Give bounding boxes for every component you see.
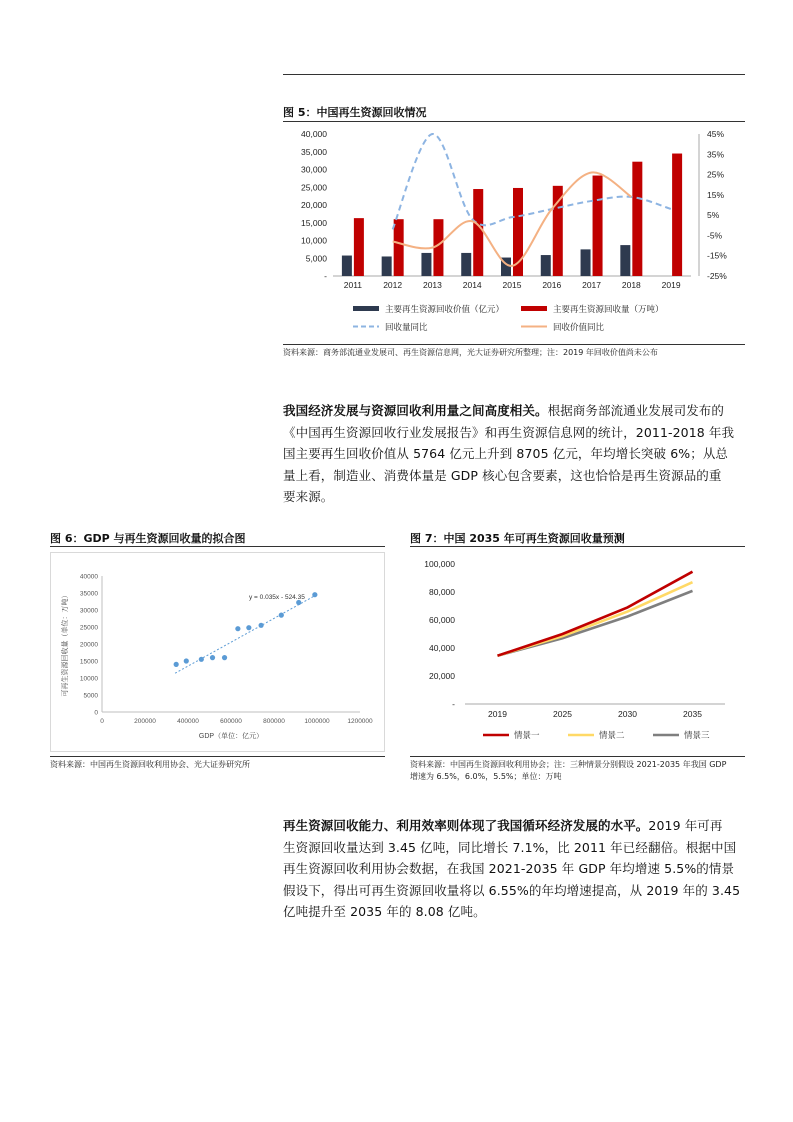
fig6-scatter-point xyxy=(210,655,215,660)
fig6-y-tick-label: 20000 xyxy=(79,641,98,649)
fig6-scatter-point xyxy=(184,658,189,663)
fig6-chart xyxy=(50,552,385,752)
fig6-y-tick-label: 0 xyxy=(94,709,98,717)
fig5-right-tick-label: 5% xyxy=(707,210,720,221)
fig5-x-tick-label: 2017 xyxy=(582,280,602,290)
fig5-left-tick-label: 20,000 xyxy=(301,200,327,210)
fig7-y-tick-label: - xyxy=(452,699,455,709)
fig6-y-tick-label: 30000 xyxy=(79,607,98,615)
fig6-scatter-point xyxy=(279,613,284,618)
fig7-x-tick-label: 2030 xyxy=(618,709,637,719)
fig5-bar-quantity xyxy=(354,218,364,276)
fig5-right-tick-label: 45% xyxy=(707,129,725,139)
fig6-y-tick-label: 35000 xyxy=(79,590,98,598)
fig6-scatter-point xyxy=(312,592,317,597)
fig7-legend-label: 情景二 xyxy=(599,730,625,740)
fig5-x-tick-label: 2014 xyxy=(462,280,482,290)
fig6-x-tick-label: 400000 xyxy=(177,718,199,725)
fig5-left-tick-label: 10,000 xyxy=(301,235,327,246)
fig7-chart xyxy=(410,552,745,750)
fig6-equation: y = 0.035x - 524.35 xyxy=(249,594,305,601)
fig6-source: 资料来源：中国再生资源回收利用协会、光大证券研究所 xyxy=(50,760,250,769)
fig6-source-rule xyxy=(50,756,385,757)
fig7-source-line: 资料来源：中国再生资源回收利用协会；注：三种情景分别假设 2021-2035 年我国 GDP xyxy=(410,760,727,769)
fig5-line-quantity-yoy xyxy=(393,134,671,229)
fig7-line-series xyxy=(498,572,693,656)
fig7-title: 图 7：中国 2035 年可再生资源回收量预测 xyxy=(410,532,625,545)
fig5-right-tick-label: -15% xyxy=(707,250,727,261)
fig7-source xyxy=(410,759,750,783)
fig5-left-tick-label: 30,000 xyxy=(301,164,327,175)
fig7-y-tick-label: 100,000 xyxy=(424,559,455,569)
fig6-scatter-point xyxy=(222,655,227,660)
fig7-x-tick-label: 2035 xyxy=(683,709,702,719)
fig7-x-tick-label: 2019 xyxy=(488,709,507,719)
fig6-y-axis-title: 可再生资源回收量（单位：万吨） xyxy=(62,591,69,697)
fig5-x-tick-label: 2012 xyxy=(383,280,403,290)
paragraph-line: 假设下，得出可再生资源回收量将以 6.55%的年均增速提高，从 2019 年的 3.45 xyxy=(283,882,741,898)
fig5-bar-value xyxy=(382,256,392,276)
fig5-title-rule xyxy=(283,121,745,122)
fig5-left-tick-label: 35,000 xyxy=(301,146,327,157)
fig5-right-tick-label: 25% xyxy=(707,169,725,180)
paragraph-line: 根据商务部流通业发展司发布的 xyxy=(547,403,725,418)
fig6-y-tick-label: 25000 xyxy=(79,624,98,632)
fig6-y-tick-label: 5000 xyxy=(83,692,98,700)
fig5-source-rule xyxy=(283,344,745,345)
fig5-x-tick-label: 2019 xyxy=(661,280,681,290)
fig5-legend-label: 主要再生资源回收量（万吨） xyxy=(553,304,664,314)
fig5-bar-quantity xyxy=(473,189,483,276)
paragraph-line: 再生资源回收利用协会数据，在我国 2021-2035 年 GDP 年均增速 5.5%的情景 xyxy=(283,861,735,876)
fig5-left-tick-label: 5,000 xyxy=(305,253,327,264)
fig5-x-tick-label: 2011 xyxy=(343,280,363,290)
fig7-y-tick-label: 40,000 xyxy=(429,643,455,653)
fig5-legend-label: 回收价值同比 xyxy=(553,322,605,332)
fig5-chart xyxy=(283,124,745,342)
fig6-scatter-point xyxy=(174,662,179,667)
paragraph-lead: 我国经济发展与资源回收利用量之间高度相关。 xyxy=(283,403,548,418)
fig5-bar-value xyxy=(342,256,352,276)
fig5-left-tick-label: 15,000 xyxy=(301,217,327,228)
paragraph-lead: 再生资源回收能力、利用效率则体现了我国循环经济发展的水平。 xyxy=(283,818,649,833)
paragraph-economy-recycling xyxy=(283,400,753,508)
fig6-x-tick-label: 0 xyxy=(100,718,104,725)
fig5-x-tick-label: 2013 xyxy=(422,280,442,290)
fig5-legend-swatch xyxy=(353,306,379,311)
fig7-source-line: 增速为 6.5%，6.0%，5.5%；单位：万吨 xyxy=(410,772,562,781)
fig5-right-tick-label: -25% xyxy=(707,271,727,281)
fig6-scatter-point xyxy=(246,625,251,630)
fig5-title: 图 5：中国再生资源回收情况 xyxy=(283,106,427,119)
fig6-y-tick-label: 10000 xyxy=(79,675,98,683)
fig6-scatter-point xyxy=(199,657,204,662)
fig5-bar-quantity xyxy=(593,176,603,276)
fig6-x-tick-label: 600000 xyxy=(220,718,242,725)
fig5-legend-swatch xyxy=(521,306,547,311)
fig6-title-rule xyxy=(50,546,385,547)
fig7-y-tick-label: 20,000 xyxy=(429,671,455,681)
fig5-x-tick-label: 2018 xyxy=(621,280,641,290)
fig5-x-tick-label: 2015 xyxy=(502,280,522,290)
paragraph-line: 国主要再生回收价值从 5764 亿元上升到 8705 亿元，年均增长突破 6%；从总 xyxy=(283,446,729,461)
fig5-x-tick-label: 2016 xyxy=(542,280,562,290)
fig7-title-rule xyxy=(410,546,745,547)
fig5-left-tick-label: 25,000 xyxy=(301,182,327,193)
fig6-title: 图 6：GDP 与再生资源回收量的拟合图 xyxy=(50,532,246,545)
fig5-bar-quantity xyxy=(632,162,642,276)
fig7-source-rule xyxy=(410,756,745,757)
header-rule xyxy=(283,74,745,75)
fig6-x-axis-title: GDP（单位：亿元） xyxy=(198,733,264,740)
fig6-scatter-point xyxy=(235,626,240,631)
fig5-bar-value xyxy=(461,253,471,276)
fig6-x-tick-label: 800000 xyxy=(263,718,285,725)
fig7-legend-label: 情景一 xyxy=(514,730,540,740)
fig5-bar-quantity xyxy=(672,154,682,276)
fig6-y-tick-label: 40000 xyxy=(79,573,98,581)
fig7-y-tick-label: 60,000 xyxy=(429,615,455,625)
fig5-source: 资料来源：商务部流通业发展司、再生资源信息网，光大证券研究所整理；注：2019 年回收价值尚未公布 xyxy=(283,348,658,357)
fig7-y-tick-label: 80,000 xyxy=(429,587,455,597)
paragraph-line: 要来源。 xyxy=(283,489,334,504)
fig5-left-tick-label: 40,000 xyxy=(301,129,327,139)
paragraph-line: 2019 年可再 xyxy=(648,818,723,833)
paragraph-line: 亿吨提升至 2035 年的 8.08 亿吨。 xyxy=(283,904,486,919)
fig6-scatter-point xyxy=(259,623,264,628)
fig5-legend-label: 回收量同比 xyxy=(385,322,428,332)
fig5-bar-value xyxy=(541,255,551,276)
paragraph-line: 生资源回收量达到 3.45 亿吨，同比增长 7.1%，比 2011 年已经翻倍。根据中国 xyxy=(283,839,737,855)
fig5-left-tick-label: - xyxy=(324,271,327,281)
fig6-y-tick-label: 15000 xyxy=(79,658,98,666)
fig5-bar-value xyxy=(581,249,591,276)
fig5-legend-label: 主要再生资源回收价值（亿元） xyxy=(385,304,505,314)
fig6-x-tick-label: 1000000 xyxy=(304,718,330,725)
fig6-x-tick-label: 1200000 xyxy=(347,718,373,725)
fig5-right-tick-label: 35% xyxy=(707,149,725,160)
paragraph-line: 量上看，制造业、消费体量是 GDP 核心包含要素，这也恰恰是再生资源品的重 xyxy=(283,467,722,483)
paragraph-line: 《中国再生资源回收行业发展报告》和再生资源信息网的统计，2011-2018 年我 xyxy=(283,424,735,440)
paragraph-circular-economy xyxy=(283,815,753,923)
fig5-bar-quantity xyxy=(553,186,563,276)
fig7-legend-label: 情景三 xyxy=(684,730,710,740)
fig5-bar-value xyxy=(421,253,431,276)
fig7-x-tick-label: 2025 xyxy=(553,709,572,719)
fig5-right-tick-label: 15% xyxy=(707,189,725,200)
fig5-bar-quantity xyxy=(394,219,404,276)
fig5-bar-value xyxy=(620,245,630,276)
fig5-right-tick-label: -5% xyxy=(707,230,723,241)
fig6-x-tick-label: 200000 xyxy=(134,718,156,725)
